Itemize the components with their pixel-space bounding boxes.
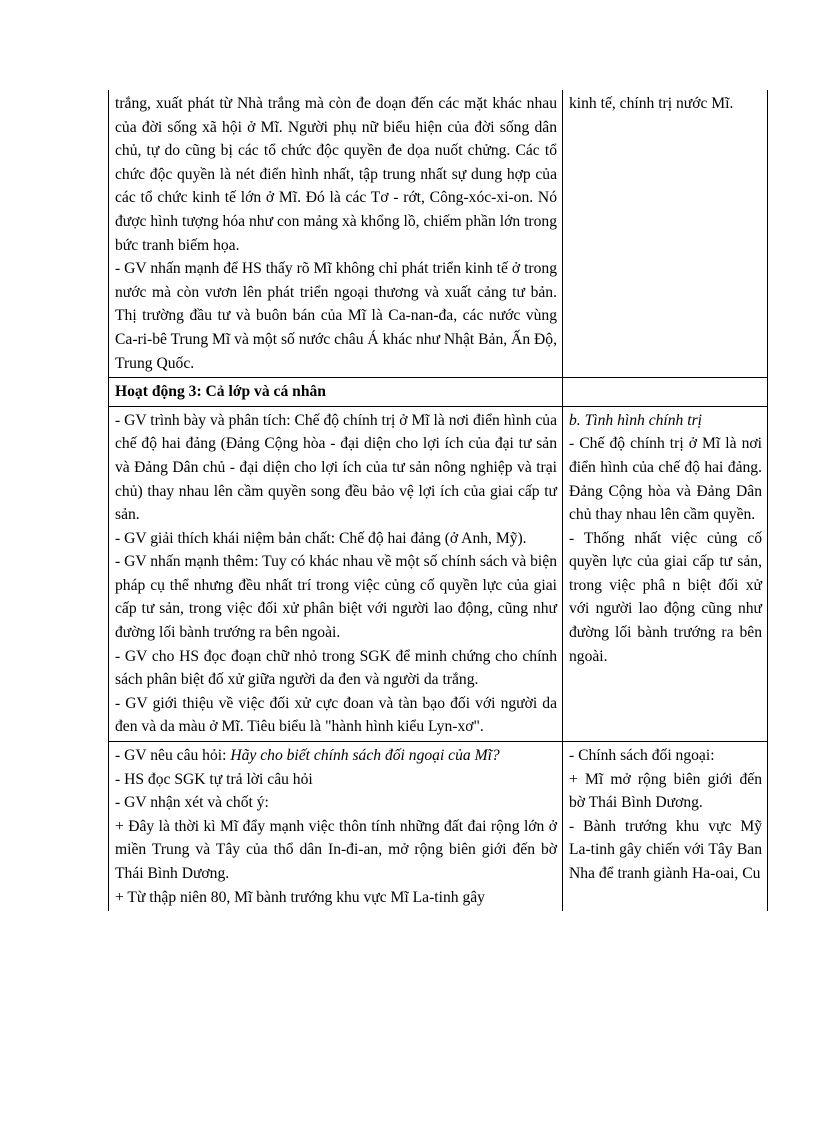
paragraph: - GV cho HS đọc đoạn chữ nhỏ trong SGK để minh chứng cho chính sách phân biệt đố xử giữa người da đen và người da trắng. [115, 647, 557, 689]
paragraph: - GV giới thiệu về việc đối xử cực đoan và tàn bạo đối với người da đen và da màu ở Mĩ. Tiêu biểu là "hành hình kiểu Lyn-xơ". [115, 694, 557, 736]
paragraph: - Thống nhất việc củng cố quyền lực của giai cấp tư sản, trong việc phâ n biệt đối xử với người lao động cũng như đường lối bành trướng ra bên ngoài. [569, 529, 762, 665]
activity-column-cell [109, 406, 563, 741]
activity-column-cell [109, 90, 563, 378]
question-prefix: - GV nêu câu hỏi: [115, 747, 231, 765]
paragraph: - GV nhấn mạnh thêm: Tuy có khác nhau về một số chính sách và biện pháp cụ thể nhưng đều nhất trí trong việc củng cố quyền lực của giai cấp tư sản, trong việc đối xử phân biệt với người lao động, cũng như đường lối bành trướng ra bên ngoài. [115, 553, 557, 642]
content-column-cell [563, 378, 768, 407]
table-row [109, 742, 768, 912]
section-title: b. Tình hình chính trị [569, 411, 702, 429]
paragraph: + Đây là thời kì Mĩ đẩy mạnh việc thôn tính những đất đai rộng lớn ở miền Trung và Tây của thổ dân In-đi-an, mở rộng biên giới đến bờ Thái Bình Dương. [115, 817, 557, 882]
lesson-table [108, 90, 768, 911]
table-row [109, 90, 768, 378]
table-row [109, 406, 768, 741]
content-column-cell [563, 90, 768, 378]
table-row [109, 378, 768, 407]
paragraph: + Từ thập niên 80, Mĩ bành trướng khu vực Mĩ La-tinh gây [115, 888, 485, 906]
paragraph: kinh tế, chính trị nước Mĩ. [569, 95, 734, 112]
paragraph: + Mĩ mở rộng biên giới đến bờ Thái Bình Dương. [569, 770, 762, 812]
paragraph: - Bành trướng khu vực Mỹ La-tinh gây chiến với Tây Ban Nha để tranh giành Ha-oai, Cu [569, 817, 762, 882]
paragraph: - GV trình bày và phân tích: Chế độ chính trị ở Mĩ là nơi điển hình của chế độ hai đảng (Đảng Cộng hòa - đại diện cho lợi ích của đại tư sản và Đảng Dân chủ - đại diện cho lợi ích của tư sản nông nghiệp và trại chủ) thay nhau lên cầm quyền song đều bảo vệ lợi ích của giai cấp tư sản. [115, 411, 557, 524]
paragraph: - GV giải thích khái niệm bản chất: Chế độ hai đảng (ở Anh, Mỹ). [115, 529, 527, 547]
paragraph: - Chế độ chính trị ở Mĩ là nơi điển hình của chế độ hai đảng. Đảng Cộng hòa và Đảng Dân chủ thay nhau lên cầm quyền. [569, 435, 762, 524]
content-column-cell [563, 742, 768, 912]
activity-heading: Hoạt động 3: Cả lớp và cá nhân [115, 383, 326, 401]
activity-column-cell [109, 742, 563, 912]
paragraph: - GV nhấn mạnh để HS thấy rõ Mĩ không chỉ phát triển kinh tế ở trong nước mà còn vươn lên phát triển ngoại thương và xuất cảng tư bản. Thị trường đầu tư và buôn bán của Mĩ là Ca-nan-đa, các nước vùng Ca-ri-bê Trung Mĩ và một số nước châu Á khác như Nhật Bản, Ấn Độ, Trung Quốc. [115, 260, 557, 372]
activity-heading-cell [109, 378, 563, 407]
question-paragraph [115, 744, 557, 768]
paragraph: - Chính sách đối ngoại: [569, 747, 715, 765]
content-column-cell [563, 406, 768, 741]
paragraph: - GV nhận xét và chốt ý: [115, 794, 269, 812]
paragraph: trắng, xuất phát từ Nhà trắng mà còn đe doạn đến các mặt khác nhau của đời sống xã hội ở Mĩ. Người phụ nữ biểu hiện của đời sống dân chủ, tự do cũng bị các tổ chức độc quyền đe dọa nuốt chửng. Các tổ chức độc quyền là nét điển hình nhất, tập trung nhất sự dung hợp của các tổ chức kinh tế lớn ở Mĩ. Đó là các Tơ - rớt, Công-xóc-xi-on. Nó được hình tượng hóa như con mảng xà khổng lồ, chiếm phần lớn trong bức tranh biếm họa. [115, 95, 557, 254]
paragraph: - HS đọc SGK tự trả lời câu hỏi [115, 770, 313, 788]
question-text: Hãy cho biết chính sách đối ngoại của Mĩ? [230, 747, 500, 765]
